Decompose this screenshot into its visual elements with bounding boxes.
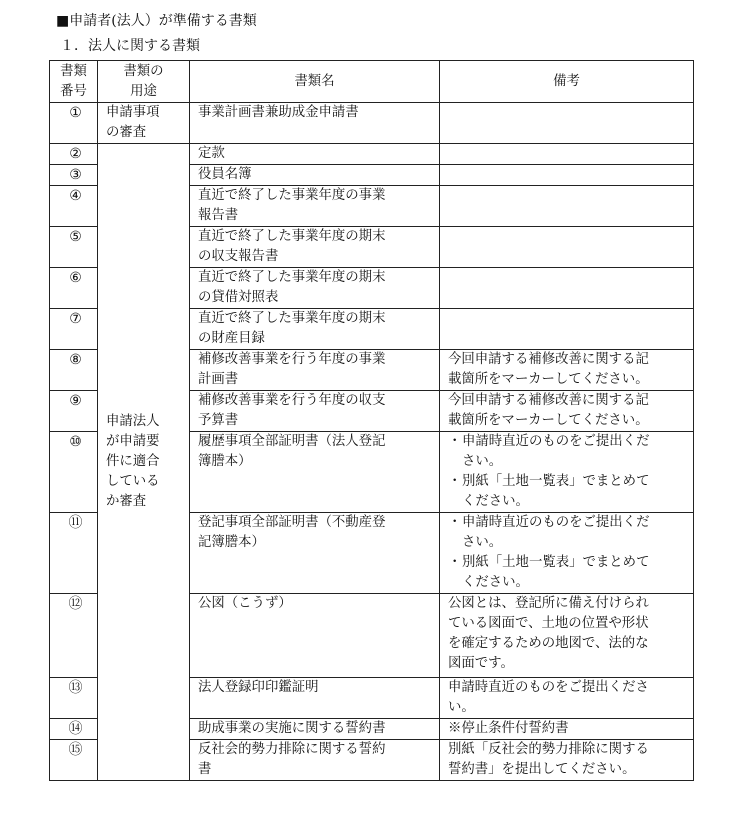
document-remarks (440, 268, 694, 309)
documents-table (49, 60, 694, 781)
document-remarks (440, 227, 694, 268)
document-name-text: 直近で終了した事業年度の期末 の収支報告書 (198, 229, 386, 264)
document-name-text: 反社会的勢力排除に関する誓約 書 (198, 742, 386, 777)
remark-text: ※停止条件付誓約書 (448, 721, 569, 736)
purpose-text: 申請事項 の審査 (106, 105, 160, 140)
bullet-mark: ・ (448, 515, 462, 530)
document-number: ⑫ (50, 594, 98, 678)
document-remarks (440, 432, 694, 513)
document-remarks (440, 309, 694, 350)
remark-bullet: ・ 別紙「土地一覧表」でまとめて ください。 (448, 472, 689, 512)
document-name (190, 678, 440, 719)
document-number: ⑭ (50, 719, 98, 740)
remark-bullet: ・ 申請時直近のものをご提出くだ さい。 (448, 432, 689, 472)
document-name (190, 350, 440, 391)
document-number: ⑧ (50, 350, 98, 391)
document-name-text: 法人登録印印鑑証明 (198, 680, 319, 695)
document-name (190, 740, 440, 781)
document-name-text: 直近で終了した事業年度の事業 報告書 (198, 188, 386, 223)
document-name-text: 補修改善事業を行う年度の収支 予算書 (198, 393, 386, 428)
document-remarks (440, 103, 694, 144)
document-name (190, 186, 440, 227)
document-name-text: 公図（こうず） (198, 596, 292, 611)
header-remarks: 備考 (440, 61, 694, 103)
document-name (190, 309, 440, 350)
document-number: ⑤ (50, 227, 98, 268)
document-name (190, 432, 440, 513)
document-name (190, 513, 440, 594)
document-remarks (440, 165, 694, 186)
header-number: 書類 番号 (50, 61, 98, 103)
purpose-text: 申請法人 が申請要 件に適合 している か審査 (106, 414, 160, 509)
document-name-text: 登記事項全部証明書（不動産登 記簿謄本） (198, 515, 386, 550)
remark-bullet: ・ 別紙「土地一覧表」でまとめて ください。 (448, 553, 689, 593)
header-row (50, 61, 694, 103)
document-number: ⑥ (50, 268, 98, 309)
document-remarks (440, 594, 694, 678)
document-remarks (440, 678, 694, 719)
document-name-text: 役員名簿 (198, 167, 252, 182)
remark-bullet: ・ 申請時直近のものをご提出くだ さい。 (448, 513, 689, 553)
document-remarks (440, 350, 694, 391)
table-row (50, 144, 694, 165)
document-name (190, 103, 440, 144)
document-name-text: 直近で終了した事業年度の期末 の貸借対照表 (198, 270, 386, 305)
document-name-text: 補修改善事業を行う年度の事業 計画書 (198, 352, 386, 387)
document-name (190, 227, 440, 268)
document-number: ② (50, 144, 98, 165)
remark-text: 公図とは、登記所に備え付けられ ている図面で、土地の位置や形状 を確定するための地図で、法的な 図面です。 (448, 596, 649, 671)
document-name-text: 定款 (198, 146, 225, 161)
bullet-mark: ・ (448, 555, 462, 570)
document-number: ⑨ (50, 391, 98, 432)
document-number: ① (50, 103, 98, 144)
remark-text: 今回申請する補修改善に関する記 載箇所をマーカーしてください。 (448, 393, 649, 428)
document-name (190, 391, 440, 432)
document-remarks (440, 740, 694, 781)
header-purpose: 書類の 用途 (98, 61, 190, 103)
remark-text: 今回申請する補修改善に関する記 載箇所をマーカーしてください。 (448, 352, 649, 387)
header-name: 書類名 (190, 61, 440, 103)
document-number: ⑮ (50, 740, 98, 781)
bullet-mark: ・ (448, 434, 462, 449)
document-name (190, 268, 440, 309)
document-number: ④ (50, 186, 98, 227)
bullet-mark: ・ (448, 474, 462, 489)
document-name-text: 事業計画書兼助成金申請書 (198, 105, 359, 120)
remark-text: 申請時直近のものをご提出くださ い。 (448, 680, 649, 715)
document-name-text: 履歴事項全部証明書（法人登記 簿謄本） (198, 434, 386, 469)
document-name (190, 594, 440, 678)
purpose-cell (98, 103, 190, 144)
document-number: ③ (50, 165, 98, 186)
document-number: ⑬ (50, 678, 98, 719)
section-title: ■申請者(法人）が準備する書類 (56, 13, 257, 29)
document-name (190, 165, 440, 186)
document-name (190, 719, 440, 740)
document-remarks (440, 391, 694, 432)
section-subtitle: １．法人に関する書類 (60, 38, 200, 54)
document-remarks (440, 719, 694, 740)
document-remarks (440, 186, 694, 227)
document-number: ⑪ (50, 513, 98, 594)
remark-text: 別紙「反社会的勢力排除に関する 誓約書」を提出してください。 (448, 742, 649, 777)
document-remarks (440, 513, 694, 594)
table-row (50, 103, 694, 144)
document-remarks (440, 144, 694, 165)
document-number: ⑦ (50, 309, 98, 350)
document-number: ⑩ (50, 432, 98, 513)
document-name-text: 助成事業の実施に関する誓約書 (198, 721, 386, 736)
purpose-cell (98, 144, 190, 781)
document-name-text: 直近で終了した事業年度の期末 の財産目録 (198, 311, 386, 346)
document-name (190, 144, 440, 165)
